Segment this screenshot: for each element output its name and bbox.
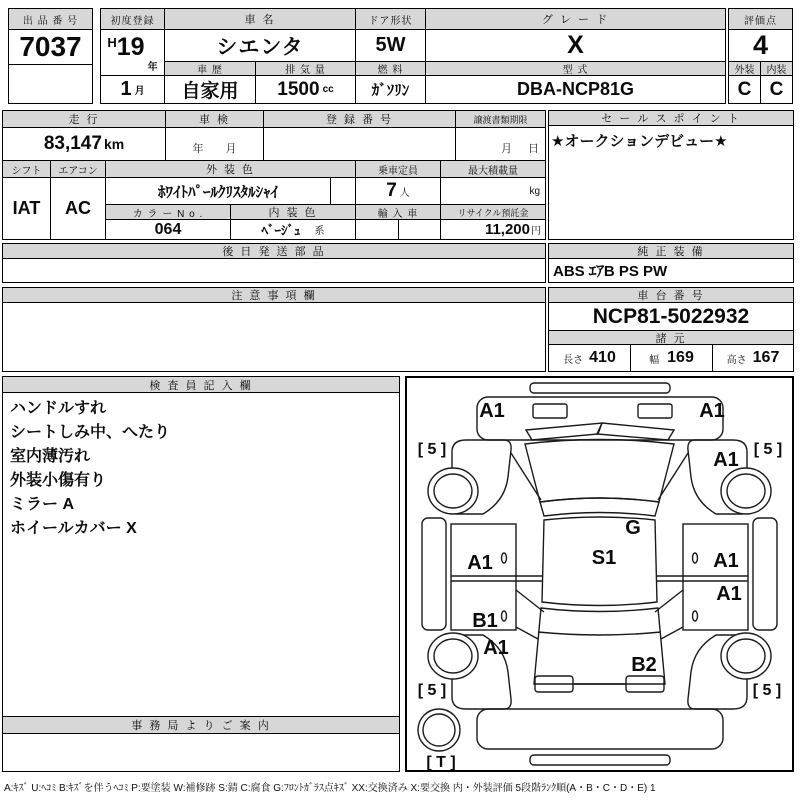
chassis-specs-block: [548, 287, 794, 372]
capacity-number: 7: [386, 180, 397, 201]
inspection-year-placeholder: 年: [192, 143, 204, 155]
history-label: 車 歴: [164, 61, 256, 76]
sales-point-value-cell: [548, 125, 794, 240]
damage-mark: A1: [699, 400, 725, 422]
exterior-grade-value: C: [728, 75, 761, 104]
windshield: [525, 440, 674, 503]
spec-height-label: 高さ: [726, 354, 747, 366]
inspection-label: 車 検: [165, 110, 264, 128]
first-registration-month: 1: [120, 78, 132, 100]
car-damage-diagram: [405, 376, 794, 772]
exterior-color-extra-cell: [330, 177, 356, 205]
door-handle: [502, 553, 507, 563]
spec-length-cell: [548, 344, 631, 372]
score-block: [728, 8, 793, 104]
chassis-no-value: NCP81-5022932: [548, 302, 794, 331]
inspector-note-line: ホイールカバー X: [10, 520, 137, 537]
office-info-label: 事 務 局 よ り ご 案 内: [2, 716, 400, 734]
spare-tire-mark: [ T ]: [426, 754, 456, 770]
door-shape-label: ドア形状: [355, 8, 426, 30]
vehicle-header-table: [100, 8, 726, 104]
inspection-month-placeholder: 月: [225, 143, 237, 155]
first-registration-label: 初度登録: [100, 8, 165, 30]
aircon-value: AC: [50, 177, 106, 240]
deadline-day-placeholder: 日: [528, 143, 539, 155]
office-info-block: [2, 716, 400, 772]
caution-value-cell: [2, 302, 546, 372]
exterior-color-value: ﾎﾜｲﾄﾊﾟｰﾙｸﾘｽﾀﾙｼｬｲ: [105, 177, 331, 205]
right-side-sill: [753, 518, 777, 630]
damage-mark: A1: [716, 583, 742, 605]
displacement-number: 1500: [277, 78, 320, 100]
max-load-label: 最大積載量: [440, 160, 546, 178]
interior-grade-value: C: [760, 75, 793, 104]
import-car-cell-left: [355, 219, 399, 240]
inspector-note-line: 室内薄汚れ: [10, 448, 91, 465]
registration-no-label: 登 録 番 号: [263, 110, 456, 128]
spec-length-label: 長さ: [563, 354, 584, 366]
car-top-view-svg: [407, 378, 792, 770]
car-name-label: 車 名: [164, 8, 356, 30]
mileage-label: 走 行: [2, 110, 166, 128]
first-registration-year: 19: [116, 33, 145, 61]
chassis-no-label: 車 台 番 号: [548, 287, 794, 303]
spec-width-cell: [630, 344, 713, 372]
registration-no-value-cell: [263, 127, 456, 161]
spec-length-value: 410: [589, 349, 616, 366]
inspector-note-line: ミラー A: [10, 496, 75, 513]
door-handle: [693, 611, 698, 621]
door-handle: [693, 553, 698, 563]
exterior-grade-label: 外装: [728, 61, 761, 76]
inspector-notes-label: 検 査 員 記 入 欄: [2, 376, 400, 393]
max-load-unit: kg: [529, 185, 540, 197]
right-waist-lines: [656, 576, 748, 581]
office-info-value-cell: [2, 733, 400, 772]
inspector-note-line: ハンドルすれ: [10, 400, 107, 417]
later-parts-block: [2, 243, 546, 283]
spec-height-cell: [712, 344, 794, 372]
later-parts-label: 後 日 発 送 部 品: [2, 243, 546, 259]
rear-left-wheel: [428, 633, 478, 679]
interior-color-label: 内 装 色: [230, 204, 356, 220]
shift-label: シフト: [2, 160, 51, 178]
front-garnish-left: [533, 404, 567, 418]
auction-number-empty-cell: [8, 64, 93, 104]
auction-number-label: 出 品 番 号: [8, 8, 93, 30]
model-code-label: 型 式: [425, 61, 726, 76]
inspector-note-line: 外装小傷有り: [10, 472, 107, 489]
front-garnish-right: [638, 404, 672, 418]
vehicle-info-table: [2, 110, 546, 240]
interior-grade-label: 内装: [760, 61, 793, 76]
rear-bumper: [477, 709, 723, 749]
caution-label: 注 意 事 項 欄: [2, 287, 546, 303]
import-car-cell-right: [398, 219, 441, 240]
max-load-value: [440, 177, 546, 205]
inspector-note-line: シートしみ中、へたり: [10, 424, 171, 441]
spec-height-value: 167: [752, 349, 780, 366]
era-code: H: [107, 35, 117, 50]
left-side-sill: [422, 518, 446, 630]
inspector-notes-body: [2, 392, 400, 717]
model-code-value: DBA-NCP81G: [425, 75, 726, 104]
left-waist-lines: [451, 576, 543, 581]
rear-window-line: [538, 632, 661, 635]
sales-point-block: [548, 110, 794, 240]
score-label: 評価点: [728, 8, 793, 30]
a-pillar-left: [511, 453, 541, 500]
legend-footer: A:ｷｽﾞ U:ﾍｺﾐ B:ｷｽﾞを伴うﾍｺﾐ P:要塗装 W:補修跡 S:錆 C:腐食 G:ﾌﾛﾝﾄｶﾞﾗｽ点ｷｽﾞ XX:交換済み X:要交換 内・外装評価 5段階ﾗﾝｸ順(A・B・C・D・E) 1: [4, 783, 656, 794]
tire-mark: [ 5 ]: [753, 441, 783, 458]
spec-width-value: 169: [667, 349, 694, 366]
auction-number-block: [8, 8, 93, 104]
recycle-deposit-unit: 円: [531, 226, 541, 237]
later-parts-value-cell: [2, 258, 546, 283]
wiper-right: [597, 423, 674, 440]
front-bumper: [477, 397, 723, 440]
front-trim-strip: [530, 383, 670, 393]
transfer-deadline-label: 譲渡書類期限: [455, 110, 546, 128]
rear-trim-strip: [530, 755, 670, 765]
tire-mark: [ 5 ]: [417, 441, 447, 458]
damage-mark: A1: [713, 449, 739, 471]
caution-block: [2, 287, 546, 372]
score-value: 4: [728, 29, 793, 62]
color-no-value: 064: [105, 219, 231, 240]
capacity-value: [355, 177, 441, 205]
month-suffix: 月: [134, 86, 145, 97]
genuine-equipment-value: ABS ｴｱB PS PW: [548, 258, 794, 283]
sales-point-label: セ ー ル ス ポ イ ン ト: [548, 110, 794, 126]
history-value: 自家用: [164, 75, 256, 104]
capacity-label: 乗車定員: [355, 160, 441, 178]
rear-right-wheel: [721, 633, 771, 679]
grade-value: X: [425, 29, 726, 62]
a-pillar-right: [658, 453, 688, 500]
color-no-label: カ ラ ー N o .: [105, 204, 231, 220]
shift-value: IAT: [2, 177, 51, 240]
interior-color-name: ﾍﾞｰｼﾞｭ: [261, 223, 301, 238]
fuel-label: 燃 料: [355, 61, 426, 76]
aircon-label: エアコン: [50, 160, 106, 178]
import-car-label: 輸 入 車: [355, 204, 441, 220]
front-right-wheel: [721, 468, 771, 514]
first-registration-year-cell: [100, 29, 165, 76]
displacement-value: [255, 75, 356, 104]
first-registration-month-cell: [100, 75, 165, 104]
deadline-month-placeholder: 月: [501, 143, 512, 155]
fuel-value: ｶﾞｿﾘﾝ: [355, 75, 426, 104]
recycle-deposit-number: 11,200: [484, 221, 530, 238]
auction-number-value: 7037: [8, 29, 93, 65]
front-left-wheel: [428, 468, 478, 514]
damage-mark: B1: [472, 610, 498, 632]
tire-mark: [ 5 ]: [417, 682, 447, 699]
inspector-notes-block: [2, 376, 400, 717]
year-suffix: 年: [147, 62, 158, 73]
damage-mark: B2: [631, 654, 657, 676]
door-shape-value: 5W: [355, 29, 426, 62]
damage-mark: A1: [479, 400, 505, 422]
damage-mark: A1: [483, 637, 509, 659]
recycle-deposit-value: [440, 219, 546, 240]
transfer-deadline-value-cell: [455, 127, 546, 161]
wiper-left: [526, 423, 602, 440]
damage-mark: A1: [467, 552, 493, 574]
inspection-value-cell: [165, 127, 264, 161]
sales-point-value: ★オークションデビュー★: [551, 133, 728, 150]
tire-mark: [ 5 ]: [752, 682, 782, 699]
capacity-unit: 人: [399, 187, 410, 199]
interior-color-value: [230, 219, 356, 240]
spec-width-label: 幅: [649, 354, 660, 366]
specs-label: 諸 元: [548, 330, 794, 345]
displacement-label: 排 気 量: [255, 61, 356, 76]
displacement-unit: cc: [322, 84, 334, 95]
genuine-equipment-label: 純 正 装 備: [548, 243, 794, 259]
door-handle: [502, 611, 507, 621]
recycle-deposit-label: リサイクル預託金: [440, 204, 546, 220]
damage-mark: A1: [713, 550, 739, 572]
mileage-value: [2, 127, 166, 161]
car-name-value: シエンタ: [164, 29, 356, 62]
grade-label: グ レ ー ド: [425, 8, 726, 30]
cowl-band: [540, 498, 659, 516]
damage-mark: S1: [591, 547, 617, 569]
interior-color-suffix: 系: [314, 226, 325, 237]
mileage-number: 83,147: [43, 133, 102, 154]
mileage-unit: km: [103, 136, 125, 152]
spare-tire: [418, 709, 460, 751]
exterior-color-label: 外 装 色: [105, 160, 356, 178]
damage-mark: G: [625, 517, 641, 539]
genuine-equipment-block: [548, 243, 794, 283]
